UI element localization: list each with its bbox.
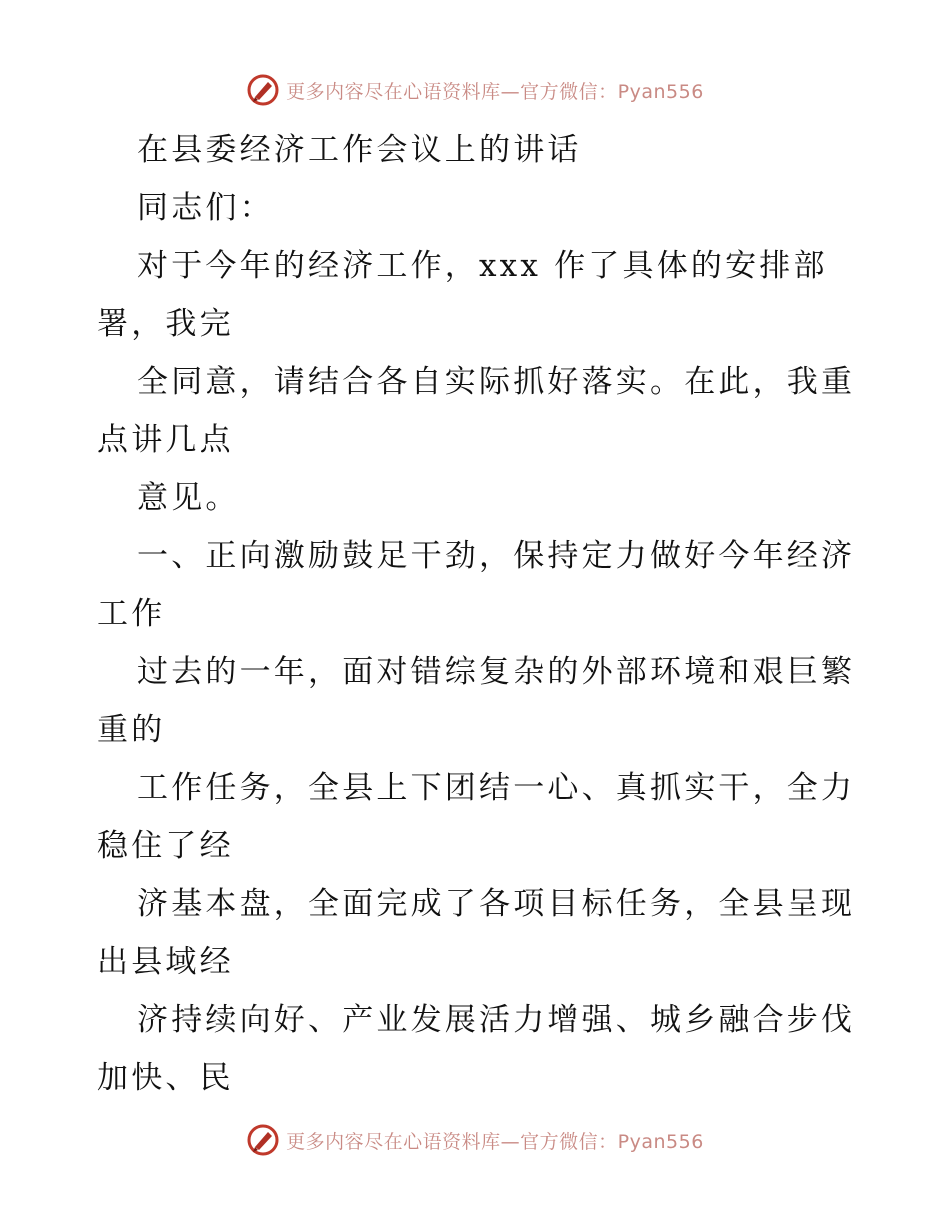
paragraph-line: 过去的一年，面对错综复杂的外部环境和艰巨繁 (137, 654, 856, 690)
paragraph-line: 点讲几点 (97, 422, 234, 458)
paragraph-line: 重的 (97, 712, 166, 748)
paragraph-line: 对于今年的经济工作，xxx 作了具体的安排部 (137, 248, 828, 284)
section-heading-line: 一、正向激励鼓足干劲，保持定力做好今年经济 (137, 538, 856, 574)
paragraph-line: 意见。 (137, 480, 240, 516)
watermark-text: 更多内容尽在心语资料库—官方微信：Pyan556 (286, 1130, 704, 1153)
section-heading-line: 工作 (97, 596, 166, 632)
paragraph-line: 全同意，请结合各自实际抓好落实。在此，我重 (137, 364, 856, 400)
paragraph-line: 工作任务，全县上下团结一心、真抓实干，全力 (137, 770, 856, 806)
document-title: 在县委经济工作会议上的讲话 (137, 132, 582, 168)
salutation: 同志们： (137, 190, 274, 226)
paragraph-line: 署，我完 (97, 306, 234, 342)
watermark-banner-top (0, 70, 950, 110)
watermark-text: 更多内容尽在心语资料库—官方微信：Pyan556 (286, 80, 704, 103)
paragraph-line: 出县域经 (97, 944, 234, 980)
paragraph-line: 加快、民 (97, 1060, 234, 1096)
paragraph-line: 稳住了经 (97, 828, 234, 864)
pen-logo-icon (246, 1123, 280, 1157)
paragraph-line: 济基本盘，全面完成了各项目标任务，全县呈现 (137, 886, 856, 922)
paragraph-line: 济持续向好、产业发展活力增强、城乡融合步伐 (137, 1002, 856, 1038)
pen-logo-icon (246, 73, 280, 107)
watermark-banner-bottom (0, 1120, 950, 1160)
